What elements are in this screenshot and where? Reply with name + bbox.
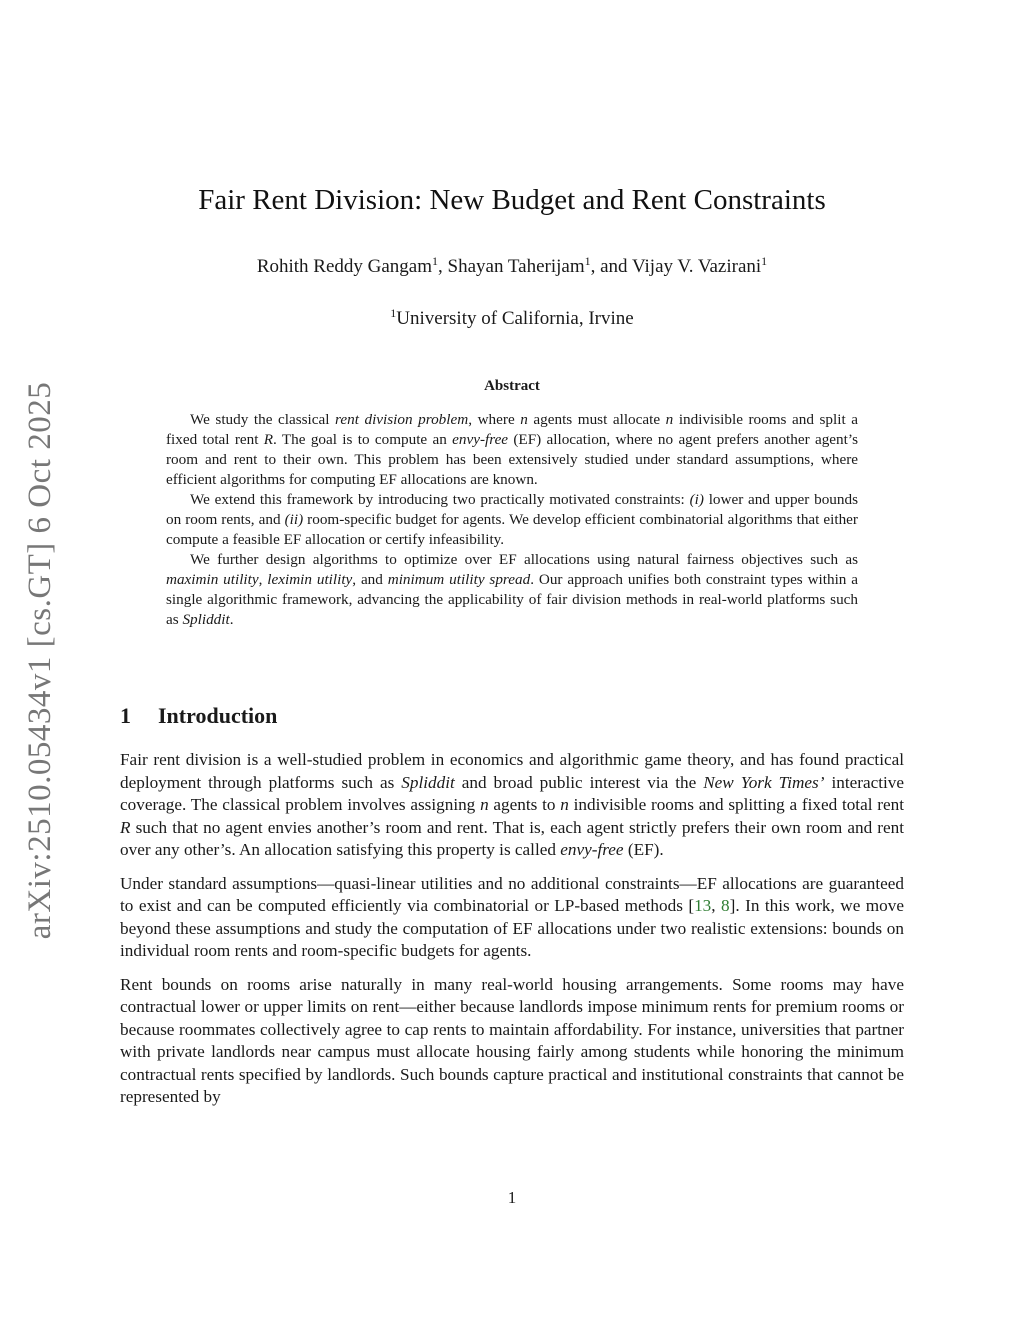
section-heading [120, 703, 277, 729]
affiliation [0, 308, 1024, 330]
abstract [166, 410, 858, 630]
body-paragraph: Under standard assumptions—quasi-linear utilities and no additional constraints—EF allocations are guaranteed to exist and can be computed efficiently via combinatorial or LP-based methods [13, 8]. In this work, we move beyond these assumptions and study the computation of EF allocations under two realistic extensions: bounds on individual room rents and room-specific budgets for agents. [120, 873, 904, 960]
body-paragraph: Fair rent division is a well-studied problem in economics and algorithmic game theory, and has found practical deployment through platforms such as Spliddit and broad public interest via the New York Times’ interactive coverage. The classical problem involves assigning n agents to n indivisible rooms and splitting a fixed total rent R such that no agent envies another’s room and rent. That is, each agent strictly prefers their own room and rent over any other’s. An allocation satisfying this property is called envy-free (EF). [120, 750, 904, 859]
affiliation-name: University of California, Irvine [396, 308, 634, 329]
abstract-paragraph: We further design algorithms to optimize over EF allocations using natural fairness objectives such as maximin utility, leximin utility, and minimum utility spread. Our approach unifies both constraint types within a single algorithmic framework, advancing the applicability of fair division methods in real-world platforms such as Spliddit. [166, 551, 858, 628]
affiliation-mark: 1 [761, 254, 768, 268]
abstract-heading: Abstract [484, 378, 540, 394]
section-title: Introduction [158, 703, 278, 728]
abstract-paragraph: We study the classical rent division problem, where n agents must allocate n indivisible rooms and split a fixed total rent R. The goal is to compute an envy-free (EF) allocation, where no agent prefers another agent’s room and rent to their own. This problem has been extensively studied under standard assumptions, where efficient algorithms for computing EF allocations are known. [166, 411, 858, 488]
arxiv-sidebar [6, 380, 76, 940]
author-name: Rohith Reddy Gangam [256, 256, 433, 277]
body-text [120, 749, 904, 1120]
abstract-paragraph: We extend this framework by introducing two practically motivated constraints: (i) lower and upper bounds on room rents, and (ii) room-specific budget for agents. We develop efficient combinatorial algorithms that either compute a feasible EF allocation or certify infeasibility. [166, 491, 858, 548]
author-name: Shayan Taherijam [447, 256, 585, 277]
affiliation-mark: 1 [432, 254, 439, 268]
citation-link[interactable]: 8 [721, 896, 730, 915]
affiliation-mark: 1 [584, 254, 591, 268]
paper-title: Fair Rent Division: New Budget and Rent Constraints [198, 184, 826, 216]
author-list: Rohith Reddy Gangam$^1$, Shayan Taherijam$^1$, and Vijay V. Vazirani$^1$ [256, 254, 768, 277]
arxiv-id: arXiv:2510.05434v1 [cs.GT] 6 Oct 2025 [22, 381, 59, 939]
section-number: 1 [120, 703, 131, 728]
author-name: Vijay V. Vazirani [631, 256, 762, 277]
page-number: 1 [507, 1188, 517, 1207]
body-paragraph: Rent bounds on rooms arise naturally in many real-world housing arrangements. Some rooms may have contractual lower or upper limits on rent—either because landlords impose minimum rents for premium rooms or because roommates collectively agree to cap rents to maintain affordability. For instance, universities that partner with private landlords near campus must allocate housing fairly among students while honoring the minimum contractual rents specified by landlords. Such bounds capture practical and institutional constraints that cannot be represented by [120, 974, 904, 1106]
affiliation-mark: 1 [390, 306, 397, 320]
citation-link[interactable]: 13 [694, 896, 712, 915]
